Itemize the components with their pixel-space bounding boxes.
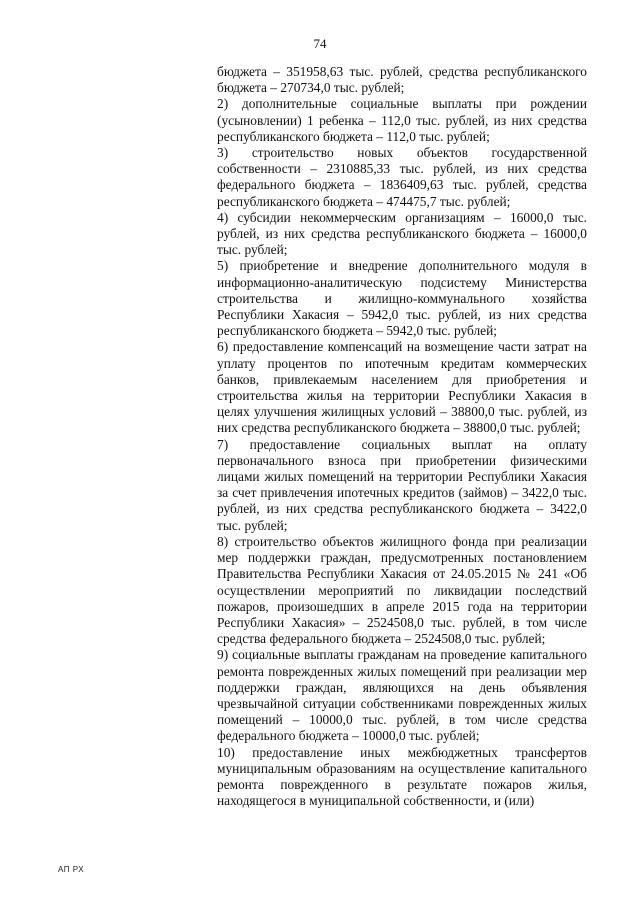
paragraph-budget-continuation: бюджета – 351958,63 тыс. рублей, средства республиканского бюджета – 270734,0 тыс. рублей; [217, 64, 587, 96]
footer-mark: АП РХ [58, 865, 85, 874]
paragraph-item-7: 7) предоставление социальных выплат на оплату первоначального взноса при приобретении физическими лицами жилых помещений на территории Республики Хакасия за счет привлечения ипотечных кредитов (займов) – 3422,0 тыс. рублей, из них средства республиканского бюджета – 3422,0 тыс. рублей; [217, 436, 587, 533]
paragraph-item-3: 3) строительство новых объектов государственной собственности – 2310885,33 тыс. рублей, из них средства федерального бюджета – 1836409,63 тыс. рублей, средства республиканского бюджета – 474475,7 тыс. рублей; [217, 145, 587, 209]
paragraph-item-6: 6) предоставление компенсаций на возмещение части затрат на уплату процентов по ипотечным кредитам коммерческих банков, привлекаемым населением для приобретения и строительства жилья на территории Республики Хакасия в целях улучшения жилищных условий – 38800,0 тыс. рублей, из них средства республиканского бюджета – 38800,0 тыс. рублей; [217, 339, 587, 436]
document-body [217, 64, 587, 809]
paragraph-item-4: 4) субсидии некоммерческим организациям – 16000,0 тыс. рублей, из них средства республиканского бюджета – 16000,0 тыс. рублей; [217, 209, 587, 258]
paragraph-item-9: 9) социальные выплаты гражданам на проведение капитального ремонта поврежденных жилых помещений при реализации мер поддержки граждан, являющихся на день объявления чрезвычайной ситуации собственниками поврежденных жилых помещений – 10000,0 тыс. рублей, в том числе средства федерального бюджета – 10000,0 тыс. рублей; [217, 647, 587, 744]
paragraph-item-2: 2) дополнительные социальные выплаты при рождении (усыновлении) 1 ребенка – 112,0 тыс. рублей, из них средства республиканского бюджета – 112,0 тыс. рублей; [217, 96, 587, 144]
paragraph-item-8: 8) строительство объектов жилищного фонда при реализации мер поддержки граждан, предусмотренных постановлением Правительства Республики Хакасия от 24.05.2015 № 241 «Об осуществлении мероприятий по ликвидации последствий пожаров, произошедших в апреле 2015 года на территории Республики Хакасия» – 2524508,0 тыс. рублей, в том числе средства федерального бюджета – 2524508,0 тыс. рублей; [217, 533, 587, 647]
paragraph-item-10: 10) предоставление иных межбюджетных трансфертов муниципальным образованиям на осуществление капитального ремонта поврежденного в результате пожаров жилья, находящегося в муниципальной собственности, и (или) [217, 744, 587, 809]
page-number: 74 [313, 36, 327, 51]
paragraph-item-5: 5) приобретение и внедрение дополнительного модуля в информационно-аналитическую подсистему Министерства строительства и жилищно-коммунального хозяйства Республики Хакасия – 5942,0 тыс. рублей, из них средства республиканского бюджета – 5942,0 тыс. рублей; [217, 258, 587, 339]
